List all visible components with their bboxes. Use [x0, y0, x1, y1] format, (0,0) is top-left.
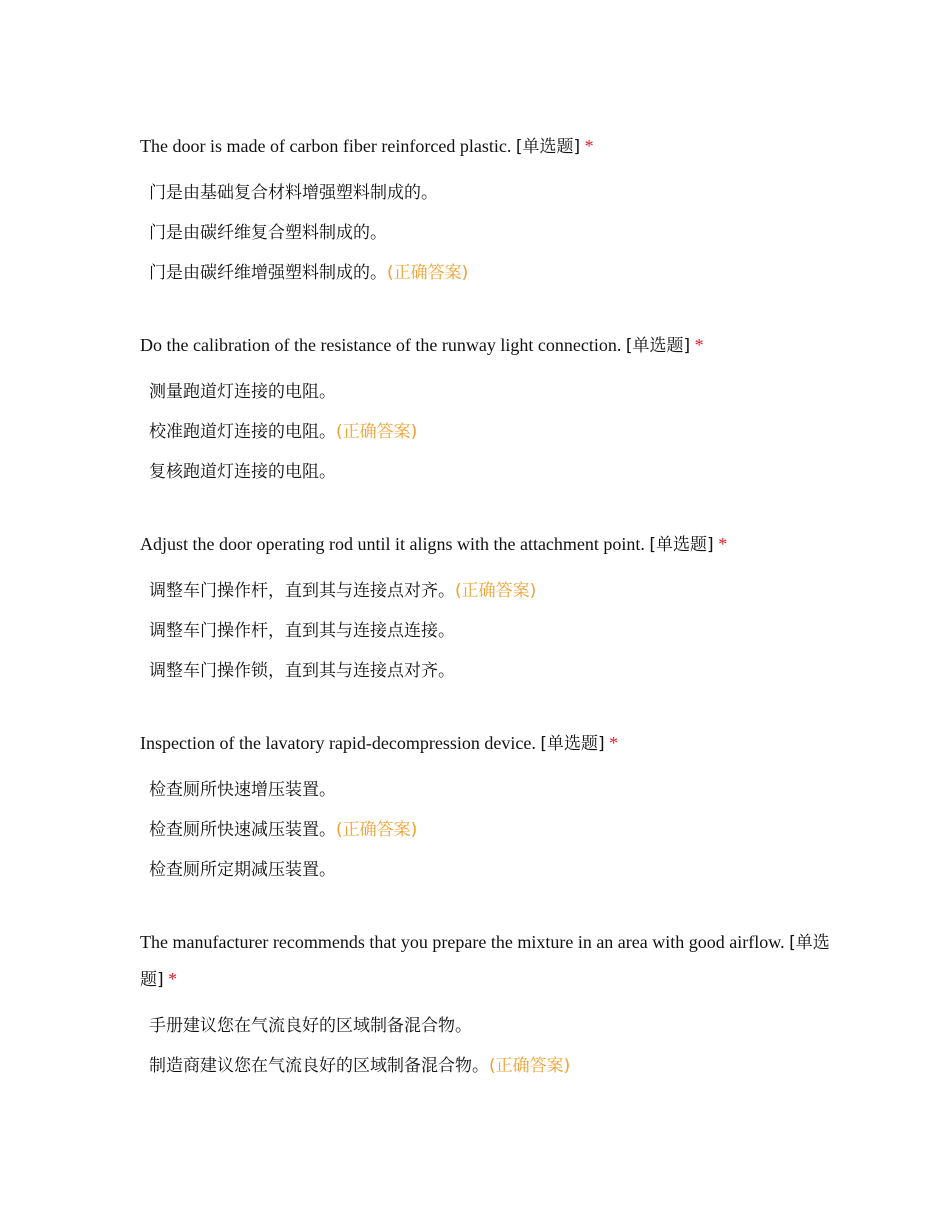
option-item[interactable] — [140, 1046, 830, 1086]
correct-answer-label: (正确答案) — [387, 263, 469, 283]
question-4 — [140, 725, 830, 890]
option-list — [140, 770, 830, 890]
option-item[interactable] — [140, 253, 830, 293]
option-text: 门是由碳纤维增强塑料制成的。 — [149, 263, 387, 283]
option-list — [140, 1006, 830, 1086]
option-text: 手册建议您在气流良好的区域制备混合物。 — [149, 1016, 472, 1036]
question-type: [单选题] — [540, 734, 605, 754]
quiz-page — [140, 128, 830, 1120]
option-list — [140, 372, 830, 492]
option-item[interactable] — [140, 452, 830, 492]
option-item[interactable] — [140, 173, 830, 213]
option-list — [140, 571, 830, 691]
question-text: Adjust the door operating rod until it aligns with the attachment point. — [140, 534, 645, 554]
option-text: 门是由碳纤维复合塑料制成的。 — [149, 223, 387, 243]
question-1 — [140, 128, 830, 293]
question-text: The manufacturer recommends that you prepare the mixture in an area with good airflow. — [140, 932, 785, 952]
question-type: [单选题] — [649, 535, 714, 555]
question-title — [140, 526, 830, 563]
option-text: 调整车门操作锁，直到其与连接点对齐。 — [149, 661, 455, 681]
option-item[interactable] — [140, 810, 830, 850]
correct-answer-label: (正确答案) — [336, 422, 418, 442]
option-item[interactable] — [140, 372, 830, 412]
question-3 — [140, 526, 830, 691]
option-text: 门是由基础复合材料增强塑料制成的。 — [149, 183, 438, 203]
question-text: Do the calibration of the resistance of the runway light connection. — [140, 335, 622, 355]
question-title — [140, 924, 830, 998]
option-text: 复核跑道灯连接的电阻。 — [149, 462, 336, 482]
question-5 — [140, 924, 830, 1086]
question-type: [单选题] — [625, 336, 691, 356]
question-text: Inspection of the lavatory rapid-decompression device. — [140, 733, 536, 753]
option-text: 检查厕所快速减压装置。 — [149, 820, 336, 840]
question-title — [140, 725, 830, 762]
required-mark: * — [694, 335, 704, 355]
option-item[interactable] — [140, 213, 830, 253]
question-2 — [140, 327, 830, 492]
required-mark: * — [168, 969, 178, 989]
option-item[interactable] — [140, 412, 830, 452]
option-item[interactable] — [140, 1006, 830, 1046]
correct-answer-label: (正确答案) — [336, 820, 418, 840]
option-text: 调整车门操作杆，直到其与连接点对齐。 — [149, 581, 455, 601]
option-item[interactable] — [140, 611, 830, 651]
option-text: 制造商建议您在气流良好的区域制备混合物。 — [149, 1056, 489, 1076]
required-mark: * — [718, 534, 728, 554]
option-item[interactable] — [140, 651, 830, 691]
question-title — [140, 327, 830, 364]
option-text: 测量跑道灯连接的电阻。 — [149, 382, 336, 402]
option-item[interactable] — [140, 850, 830, 890]
correct-answer-label: (正确答案) — [489, 1056, 571, 1076]
option-list — [140, 173, 830, 293]
question-type: [单选题] — [515, 137, 581, 157]
option-text: 检查厕所快速增压装置。 — [149, 780, 336, 800]
option-text: 校准跑道灯连接的电阻。 — [149, 422, 336, 442]
option-text: 调整车门操作杆，直到其与连接点连接。 — [149, 621, 455, 641]
option-text: 检查厕所定期减压装置。 — [149, 860, 336, 880]
option-item[interactable] — [140, 571, 830, 611]
question-text: The door is made of carbon fiber reinforced plastic. — [140, 136, 512, 156]
question-title — [140, 128, 830, 165]
correct-answer-label: (正确答案) — [455, 581, 537, 601]
required-mark: * — [584, 136, 594, 156]
required-mark: * — [609, 733, 619, 753]
option-item[interactable] — [140, 770, 830, 810]
question-type: [单选题] — [140, 933, 830, 990]
